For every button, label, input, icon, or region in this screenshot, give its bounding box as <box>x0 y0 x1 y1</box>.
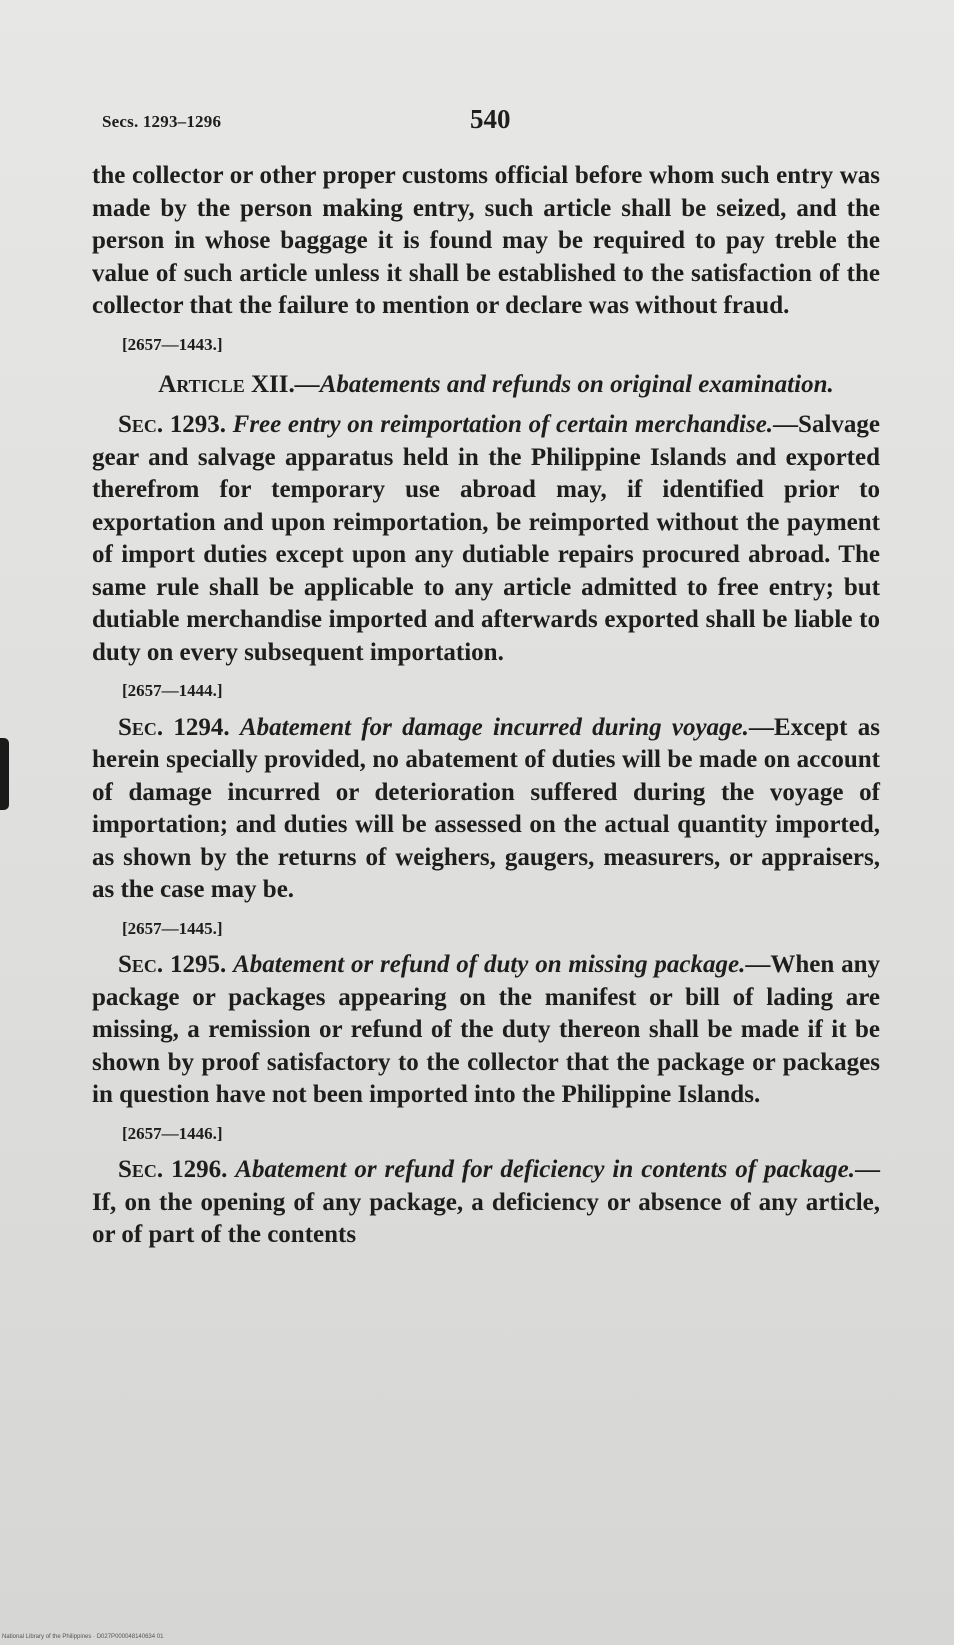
article-heading <box>132 369 860 401</box>
section-title: Abatement for damage incurred during voyage. <box>239 713 749 741</box>
section-title: Abatement or refund for deficiency in contents of package. <box>235 1156 855 1183</box>
scan-credit: National Library of the Philippines · D027P000048140634 01 <box>2 1634 164 1640</box>
binding-edge-mark <box>0 738 9 810</box>
section-paragraph <box>92 1154 880 1252</box>
citation: [2657—1444.] <box>122 681 223 700</box>
continuation-paragraph: the collector or other proper customs official before whom such entry was made by the person making entry, such article shall be seized, and the person in whose baggage it is found may be required to pay treble the value of such article unless it shall be established to the satisfaction of the collector that the failure to mention or declare was without fraud. <box>92 162 880 319</box>
page-number: 540 <box>470 104 511 134</box>
section-text: —When any package or packages appearing on the manifest or bill of lading are missing, a remission or refund of the duty thereon shall be made if it be shown by proof satisfactory to the collector that the package or packages in question have not been imported into the Philippine Islands. <box>92 951 880 1108</box>
section-text: —Salvage gear and salvage apparatus held in the Philippine Islands and exported therefrom for temporary use abroad may, if identified prior to exportation and upon reimportation, be reimported without the payment of import duties except upon any dutiable repairs procured abroad. The same rule shall be applicable to any article admitted to free entry; but dutiable merchandise imported and afterwards exported shall be liable to duty on every subsequent importation. <box>92 411 880 666</box>
citation: [2657—1443.] <box>122 334 223 354</box>
section-title: Free entry on reimportation of certain merchandise. <box>232 411 774 438</box>
article-label: Article XII. <box>158 371 295 398</box>
section-label: Sec. 1296. <box>118 1156 228 1183</box>
section-range: Secs. 1293–1296 <box>102 112 222 131</box>
page-body <box>92 160 880 1252</box>
article-title: —Abatements and refunds on original examination. <box>294 371 834 398</box>
section-text: —Except as herein specially provided, no abatement of duties will be made on account of damage incurred or deterioration suffered during the voyage of importation; and duties will be assessed on the actual quantity imported, as shown by the returns of weighers, gaugers, measurers, or appraisers, as the case may be. <box>92 713 880 903</box>
running-head <box>102 104 882 144</box>
citation: [2657—1446.] <box>122 1123 223 1143</box>
section-paragraph <box>92 712 880 907</box>
section-paragraph <box>92 949 880 1112</box>
section-text: —If, on the opening of any package, a deficiency or absence of any article, or of part of the contents <box>92 1156 880 1248</box>
section-paragraph <box>92 409 880 669</box>
section-label: Sec. 1294. <box>118 713 230 741</box>
section-label: Sec. 1295. <box>118 951 227 978</box>
section-title: Abatement or refund of duty on missing package. <box>233 951 746 978</box>
citation: [2657—1445.] <box>122 918 223 938</box>
section-label: Sec. 1293. <box>118 411 227 438</box>
